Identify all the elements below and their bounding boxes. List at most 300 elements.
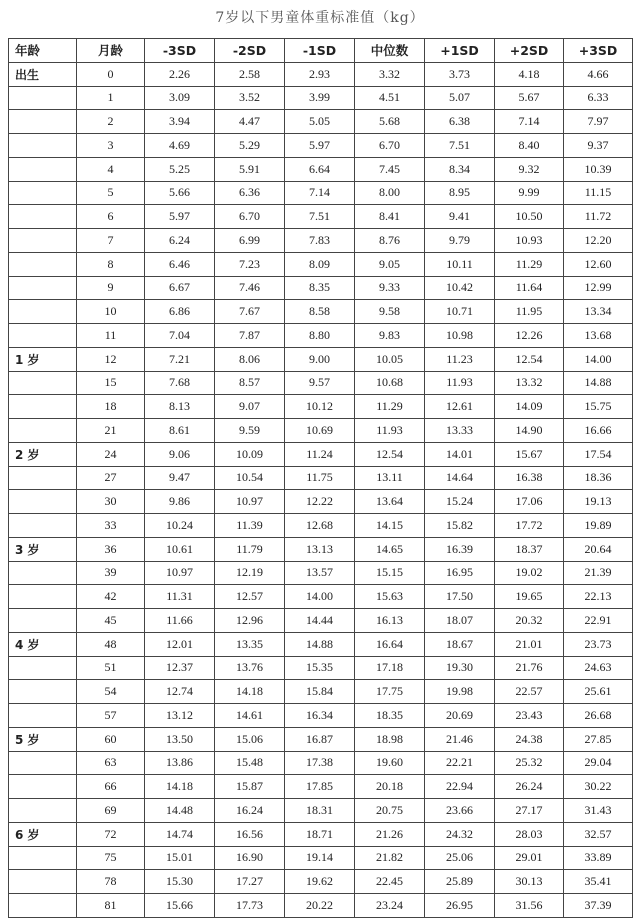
value-cell: 17.73	[215, 894, 285, 918]
value-cell: 17.50	[425, 585, 495, 609]
table-row	[9, 419, 633, 443]
value-cell: 19.65	[495, 585, 564, 609]
value-cell: 20.32	[495, 609, 564, 633]
value-cell: 9.47	[145, 466, 215, 490]
month-age-cell: 3	[77, 134, 145, 158]
value-cell: 6.38	[425, 110, 495, 134]
value-cell: 10.24	[145, 514, 215, 538]
value-cell: 11.23	[425, 347, 495, 371]
value-cell: 10.39	[564, 157, 633, 181]
age-cell	[9, 181, 77, 205]
value-cell: 11.75	[285, 466, 355, 490]
month-age-cell: 2	[77, 110, 145, 134]
page-title: 7岁以下男童体重标准值（kg）	[215, 10, 425, 26]
value-cell: 6.67	[145, 276, 215, 300]
age-cell	[9, 680, 77, 704]
value-cell: 13.50	[145, 727, 215, 751]
value-cell: 9.59	[215, 419, 285, 443]
header-minus2sd: -2SD	[215, 39, 285, 63]
value-cell: 14.48	[145, 799, 215, 823]
value-cell: 12.99	[564, 276, 633, 300]
value-cell: 25.61	[564, 680, 633, 704]
age-cell	[9, 134, 77, 158]
age-cell: 1 岁	[9, 347, 77, 371]
value-cell: 2.58	[215, 62, 285, 86]
value-cell: 4.66	[564, 62, 633, 86]
value-cell: 20.18	[355, 775, 425, 799]
table-row	[9, 110, 633, 134]
month-age-cell: 11	[77, 324, 145, 348]
value-cell: 7.14	[285, 181, 355, 205]
value-cell: 19.02	[495, 561, 564, 585]
value-cell: 10.98	[425, 324, 495, 348]
table-row	[9, 229, 633, 253]
value-cell: 16.13	[355, 609, 425, 633]
value-cell: 10.97	[145, 561, 215, 585]
value-cell: 6.64	[285, 157, 355, 181]
age-cell: 5 岁	[9, 727, 77, 751]
value-cell: 24.32	[425, 822, 495, 846]
value-cell: 5.66	[145, 181, 215, 205]
month-age-cell: 72	[77, 822, 145, 846]
value-cell: 5.97	[285, 134, 355, 158]
month-age-cell: 60	[77, 727, 145, 751]
value-cell: 13.34	[564, 300, 633, 324]
table-row	[9, 775, 633, 799]
value-cell: 12.01	[145, 632, 215, 656]
value-cell: 25.32	[495, 751, 564, 775]
month-age-cell: 36	[77, 537, 145, 561]
value-cell: 16.66	[564, 419, 633, 443]
age-cell: 3 岁	[9, 537, 77, 561]
value-cell: 37.39	[564, 894, 633, 918]
age-cell	[9, 609, 77, 633]
age-cell	[9, 371, 77, 395]
month-age-cell: 81	[77, 894, 145, 918]
month-age-cell: 9	[77, 276, 145, 300]
table-row	[9, 205, 633, 229]
month-age-cell: 75	[77, 846, 145, 870]
value-cell: 14.18	[145, 775, 215, 799]
value-cell: 8.58	[285, 300, 355, 324]
value-cell: 12.57	[215, 585, 285, 609]
value-cell: 10.11	[425, 252, 495, 276]
value-cell: 12.19	[215, 561, 285, 585]
value-cell: 23.73	[564, 632, 633, 656]
value-cell: 16.56	[215, 822, 285, 846]
value-cell: 22.91	[564, 609, 633, 633]
table-row	[9, 442, 633, 466]
value-cell: 7.87	[215, 324, 285, 348]
value-cell: 17.18	[355, 656, 425, 680]
value-cell: 32.57	[564, 822, 633, 846]
value-cell: 15.06	[215, 727, 285, 751]
table-row	[9, 395, 633, 419]
table-row	[9, 680, 633, 704]
value-cell: 17.06	[495, 490, 564, 514]
value-cell: 15.01	[145, 846, 215, 870]
value-cell: 11.95	[495, 300, 564, 324]
value-cell: 18.07	[425, 609, 495, 633]
value-cell: 15.63	[355, 585, 425, 609]
value-cell: 17.85	[285, 775, 355, 799]
value-cell: 7.21	[145, 347, 215, 371]
value-cell: 17.54	[564, 442, 633, 466]
value-cell: 15.87	[215, 775, 285, 799]
value-cell: 15.75	[564, 395, 633, 419]
value-cell: 13.32	[495, 371, 564, 395]
age-cell	[9, 419, 77, 443]
value-cell: 14.00	[285, 585, 355, 609]
month-age-cell: 45	[77, 609, 145, 633]
table-row	[9, 62, 633, 86]
table-row	[9, 822, 633, 846]
month-age-cell: 51	[77, 656, 145, 680]
month-age-cell: 33	[77, 514, 145, 538]
value-cell: 6.33	[564, 86, 633, 110]
value-cell: 6.46	[145, 252, 215, 276]
value-cell: 10.54	[215, 466, 285, 490]
value-cell: 18.36	[564, 466, 633, 490]
header-minus3sd: -3SD	[145, 39, 215, 63]
value-cell: 9.37	[564, 134, 633, 158]
value-cell: 17.75	[355, 680, 425, 704]
value-cell: 7.46	[215, 276, 285, 300]
value-cell: 11.93	[425, 371, 495, 395]
value-cell: 35.41	[564, 870, 633, 894]
value-cell: 15.84	[285, 680, 355, 704]
header-plus1sd: +1SD	[425, 39, 495, 63]
month-age-cell: 78	[77, 870, 145, 894]
value-cell: 3.94	[145, 110, 215, 134]
value-cell: 9.06	[145, 442, 215, 466]
value-cell: 8.35	[285, 276, 355, 300]
table-row	[9, 514, 633, 538]
table-row	[9, 537, 633, 561]
value-cell: 3.99	[285, 86, 355, 110]
header-age: 年龄	[9, 39, 77, 63]
value-cell: 7.51	[425, 134, 495, 158]
value-cell: 19.30	[425, 656, 495, 680]
value-cell: 5.91	[215, 157, 285, 181]
value-cell: 12.68	[285, 514, 355, 538]
value-cell: 20.22	[285, 894, 355, 918]
value-cell: 14.15	[355, 514, 425, 538]
value-cell: 27.17	[495, 799, 564, 823]
value-cell: 11.24	[285, 442, 355, 466]
value-cell: 17.72	[495, 514, 564, 538]
table-header-row	[9, 39, 633, 63]
age-cell	[9, 704, 77, 728]
value-cell: 7.67	[215, 300, 285, 324]
value-cell: 26.68	[564, 704, 633, 728]
value-cell: 11.31	[145, 585, 215, 609]
value-cell: 13.11	[355, 466, 425, 490]
month-age-cell: 5	[77, 181, 145, 205]
value-cell: 14.74	[145, 822, 215, 846]
value-cell: 9.86	[145, 490, 215, 514]
table-row	[9, 252, 633, 276]
value-cell: 14.61	[215, 704, 285, 728]
value-cell: 9.57	[285, 371, 355, 395]
value-cell: 2.26	[145, 62, 215, 86]
value-cell: 10.12	[285, 395, 355, 419]
age-cell	[9, 395, 77, 419]
value-cell: 7.97	[564, 110, 633, 134]
month-age-cell: 18	[77, 395, 145, 419]
value-cell: 9.79	[425, 229, 495, 253]
value-cell: 7.68	[145, 371, 215, 395]
age-cell	[9, 86, 77, 110]
value-cell: 29.01	[495, 846, 564, 870]
value-cell: 23.24	[355, 894, 425, 918]
value-cell: 25.89	[425, 870, 495, 894]
value-cell: 4.47	[215, 110, 285, 134]
value-cell: 13.33	[425, 419, 495, 443]
table-row	[9, 86, 633, 110]
month-age-cell: 6	[77, 205, 145, 229]
value-cell: 13.13	[285, 537, 355, 561]
value-cell: 11.29	[495, 252, 564, 276]
age-cell	[9, 751, 77, 775]
value-cell: 30.22	[564, 775, 633, 799]
value-cell: 19.98	[425, 680, 495, 704]
value-cell: 6.70	[215, 205, 285, 229]
month-age-cell: 27	[77, 466, 145, 490]
value-cell: 13.64	[355, 490, 425, 514]
value-cell: 13.57	[285, 561, 355, 585]
value-cell: 5.05	[285, 110, 355, 134]
table-row	[9, 181, 633, 205]
value-cell: 3.52	[215, 86, 285, 110]
table-row	[9, 134, 633, 158]
header-month-age: 月龄	[77, 39, 145, 63]
value-cell: 13.68	[564, 324, 633, 348]
table-row	[9, 300, 633, 324]
month-age-cell: 57	[77, 704, 145, 728]
month-age-cell: 39	[77, 561, 145, 585]
month-age-cell: 66	[77, 775, 145, 799]
table-row	[9, 347, 633, 371]
value-cell: 9.58	[355, 300, 425, 324]
value-cell: 13.86	[145, 751, 215, 775]
value-cell: 19.14	[285, 846, 355, 870]
value-cell: 28.03	[495, 822, 564, 846]
value-cell: 7.45	[355, 157, 425, 181]
value-cell: 25.06	[425, 846, 495, 870]
value-cell: 14.18	[215, 680, 285, 704]
value-cell: 7.51	[285, 205, 355, 229]
value-cell: 9.33	[355, 276, 425, 300]
month-age-cell: 48	[77, 632, 145, 656]
month-age-cell: 15	[77, 371, 145, 395]
value-cell: 20.75	[355, 799, 425, 823]
value-cell: 26.95	[425, 894, 495, 918]
value-cell: 10.61	[145, 537, 215, 561]
value-cell: 26.24	[495, 775, 564, 799]
month-age-cell: 8	[77, 252, 145, 276]
age-cell: 6 岁	[9, 822, 77, 846]
value-cell: 12.20	[564, 229, 633, 253]
value-cell: 16.24	[215, 799, 285, 823]
value-cell: 5.07	[425, 86, 495, 110]
age-cell	[9, 561, 77, 585]
value-cell: 21.76	[495, 656, 564, 680]
month-age-cell: 0	[77, 62, 145, 86]
value-cell: 12.54	[495, 347, 564, 371]
age-cell: 出生	[9, 62, 77, 86]
value-cell: 6.36	[215, 181, 285, 205]
table-body	[9, 62, 633, 917]
value-cell: 9.00	[285, 347, 355, 371]
value-cell: 16.95	[425, 561, 495, 585]
value-cell: 24.38	[495, 727, 564, 751]
value-cell: 16.64	[355, 632, 425, 656]
table-row	[9, 894, 633, 918]
table-row	[9, 157, 633, 181]
value-cell: 10.09	[215, 442, 285, 466]
value-cell: 6.86	[145, 300, 215, 324]
value-cell: 8.80	[285, 324, 355, 348]
value-cell: 8.34	[425, 157, 495, 181]
value-cell: 4.18	[495, 62, 564, 86]
value-cell: 11.29	[355, 395, 425, 419]
value-cell: 10.05	[355, 347, 425, 371]
age-cell	[9, 799, 77, 823]
value-cell: 11.15	[564, 181, 633, 205]
value-cell: 6.70	[355, 134, 425, 158]
value-cell: 5.67	[495, 86, 564, 110]
table-row	[9, 799, 633, 823]
table-row	[9, 870, 633, 894]
value-cell: 14.88	[564, 371, 633, 395]
value-cell: 10.69	[285, 419, 355, 443]
value-cell: 3.73	[425, 62, 495, 86]
value-cell: 12.96	[215, 609, 285, 633]
month-age-cell: 63	[77, 751, 145, 775]
table-row	[9, 704, 633, 728]
weight-standard-table	[8, 38, 633, 918]
table-row	[9, 561, 633, 585]
value-cell: 14.09	[495, 395, 564, 419]
month-age-cell: 24	[77, 442, 145, 466]
value-cell: 7.14	[495, 110, 564, 134]
value-cell: 21.46	[425, 727, 495, 751]
value-cell: 6.99	[215, 229, 285, 253]
value-cell: 31.43	[564, 799, 633, 823]
value-cell: 8.13	[145, 395, 215, 419]
value-cell: 3.32	[355, 62, 425, 86]
value-cell: 16.87	[285, 727, 355, 751]
value-cell: 9.07	[215, 395, 285, 419]
value-cell: 21.39	[564, 561, 633, 585]
value-cell: 21.01	[495, 632, 564, 656]
value-cell: 11.93	[355, 419, 425, 443]
value-cell: 19.60	[355, 751, 425, 775]
value-cell: 15.48	[215, 751, 285, 775]
month-age-cell: 7	[77, 229, 145, 253]
value-cell: 2.93	[285, 62, 355, 86]
value-cell: 9.32	[495, 157, 564, 181]
age-cell	[9, 205, 77, 229]
header-plus3sd: +3SD	[564, 39, 633, 63]
value-cell: 16.90	[215, 846, 285, 870]
value-cell: 15.30	[145, 870, 215, 894]
value-cell: 14.64	[425, 466, 495, 490]
value-cell: 8.61	[145, 419, 215, 443]
age-cell	[9, 324, 77, 348]
value-cell: 29.04	[564, 751, 633, 775]
value-cell: 5.97	[145, 205, 215, 229]
age-cell	[9, 110, 77, 134]
value-cell: 24.63	[564, 656, 633, 680]
value-cell: 11.66	[145, 609, 215, 633]
value-cell: 18.35	[355, 704, 425, 728]
header-plus2sd: +2SD	[495, 39, 564, 63]
month-age-cell: 1	[77, 86, 145, 110]
value-cell: 22.45	[355, 870, 425, 894]
header-median: 中位数	[355, 39, 425, 63]
value-cell: 10.50	[495, 205, 564, 229]
value-cell: 4.69	[145, 134, 215, 158]
value-cell: 13.12	[145, 704, 215, 728]
table-row	[9, 632, 633, 656]
value-cell: 17.38	[285, 751, 355, 775]
age-cell	[9, 276, 77, 300]
table-row	[9, 846, 633, 870]
value-cell: 15.82	[425, 514, 495, 538]
value-cell: 18.67	[425, 632, 495, 656]
month-age-cell: 30	[77, 490, 145, 514]
value-cell: 7.04	[145, 324, 215, 348]
value-cell: 17.27	[215, 870, 285, 894]
value-cell: 10.42	[425, 276, 495, 300]
value-cell: 12.74	[145, 680, 215, 704]
value-cell: 15.67	[495, 442, 564, 466]
value-cell: 22.13	[564, 585, 633, 609]
table-row	[9, 609, 633, 633]
table-row	[9, 466, 633, 490]
value-cell: 9.83	[355, 324, 425, 348]
value-cell: 15.15	[355, 561, 425, 585]
table-row	[9, 727, 633, 751]
value-cell: 18.37	[495, 537, 564, 561]
value-cell: 22.94	[425, 775, 495, 799]
value-cell: 12.26	[495, 324, 564, 348]
age-cell	[9, 300, 77, 324]
age-cell	[9, 466, 77, 490]
value-cell: 11.79	[215, 537, 285, 561]
table-row	[9, 371, 633, 395]
value-cell: 12.22	[285, 490, 355, 514]
value-cell: 20.64	[564, 537, 633, 561]
value-cell: 18.71	[285, 822, 355, 846]
table-row	[9, 656, 633, 680]
value-cell: 14.00	[564, 347, 633, 371]
value-cell: 16.39	[425, 537, 495, 561]
value-cell: 11.39	[215, 514, 285, 538]
value-cell: 14.90	[495, 419, 564, 443]
month-age-cell: 21	[77, 419, 145, 443]
value-cell: 8.40	[495, 134, 564, 158]
value-cell: 14.01	[425, 442, 495, 466]
value-cell: 22.21	[425, 751, 495, 775]
value-cell: 13.76	[215, 656, 285, 680]
table-row	[9, 490, 633, 514]
value-cell: 19.62	[285, 870, 355, 894]
age-cell: 2 岁	[9, 442, 77, 466]
age-cell	[9, 252, 77, 276]
